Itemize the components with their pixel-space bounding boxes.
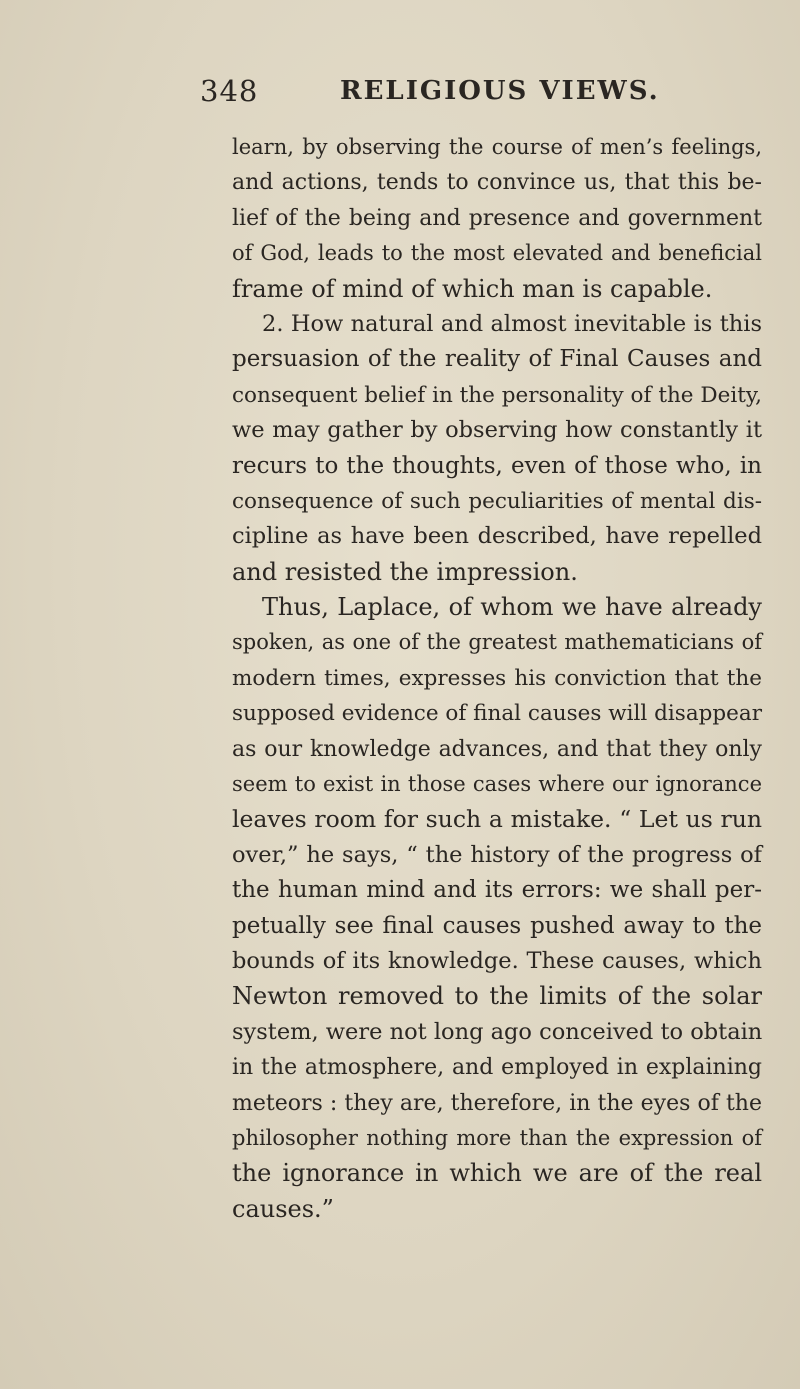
text-line: consequence of such peculiarities of mental dis- xyxy=(232,488,762,514)
text-line: petually see final causes pushed away to the xyxy=(232,912,762,939)
text-line: the human mind and its errors: we shall per- xyxy=(232,877,762,904)
text-line: and resisted the impression. xyxy=(232,557,578,586)
running-title: RELIGIOUS VIEWS. xyxy=(340,76,660,106)
text-line: 2. How natural and almost inevitable is this xyxy=(262,310,762,337)
running-head xyxy=(200,74,740,114)
text-line: bounds of its knowledge. These causes, which xyxy=(232,947,762,974)
text-line: leaves room for such a mistake. “ Let us run xyxy=(232,805,762,834)
text-line: frame of mind of which man is capable. xyxy=(232,274,713,303)
text-line: seem to exist in those cases where our ignorance xyxy=(232,772,762,797)
text-line: Newton removed to the limits of the solar xyxy=(232,982,762,1011)
text-line: system, were not long ago conceived to obtain xyxy=(232,1018,763,1045)
text-line: causes.” xyxy=(232,1194,334,1223)
text-line: consequent belief in the personality of the Deity, xyxy=(232,382,762,408)
text-line: the ignorance in which we are of the real xyxy=(232,1159,762,1188)
text-line: Thus, Laplace, of whom we have already xyxy=(262,593,762,622)
text-line: learn, by observing the course of men’s feelings, xyxy=(232,135,762,159)
text-line: we may gather by observing how constantly it xyxy=(232,417,762,444)
text-line: spoken, as one of the greatest mathematicians of xyxy=(232,630,762,655)
text-line: recurs to the thoughts, even of those who, in xyxy=(232,452,762,479)
text-line: supposed evidence of final causes will disappear xyxy=(232,701,762,727)
body-text xyxy=(232,130,762,1227)
text-line: persuasion of the reality of Final Causes and xyxy=(232,346,762,373)
text-line: in the atmosphere, and employed in explaining xyxy=(232,1055,762,1081)
page-number: 348 xyxy=(200,74,259,108)
text-line: of God, leads to the most elevated and beneficial xyxy=(232,241,762,266)
text-line: cipline as have been described, have repelled xyxy=(232,523,762,550)
text-line: and actions, tends to convince us, that this be- xyxy=(232,170,762,196)
text-line: lief of the being and presence and government xyxy=(232,205,762,231)
text-line: over,” he says, “ the history of the progress of xyxy=(232,841,762,868)
text-line: as our knowledge advances, and that they only xyxy=(232,736,762,762)
text-line: philosopher nothing more than the expression of xyxy=(232,1125,762,1150)
text-line: modern times, expresses his conviction that the xyxy=(232,665,762,691)
text-line: meteors : they are, therefore, in the eyes of the xyxy=(232,1090,762,1116)
